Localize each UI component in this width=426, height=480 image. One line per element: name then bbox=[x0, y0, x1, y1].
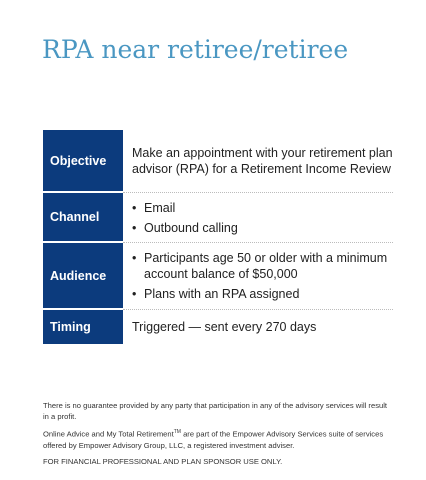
list-item bbox=[132, 200, 393, 216]
footnote-guarantee: There is no guarantee provided by any party that participation in any of the advisory services will result in a profit. bbox=[43, 401, 388, 421]
footnote-advice-end: are part of the Empower Advisory Services suite of services offered by Empower Advisory Group, LLC, a registered investment adviser. bbox=[43, 429, 384, 450]
table-row-objective bbox=[43, 130, 393, 193]
footnote-use-only: FOR FINANCIAL PROFESSIONAL AND PLAN SPONSOR USE ONLY. bbox=[43, 456, 283, 466]
table-row-channel bbox=[43, 193, 393, 243]
channel-item-outbound-calling: Outbound calling bbox=[144, 220, 238, 235]
list-item bbox=[132, 220, 393, 236]
objective-label: Objective bbox=[43, 130, 123, 193]
list-item bbox=[132, 286, 393, 302]
bullet-icon: • bbox=[132, 287, 137, 301]
footnotes bbox=[43, 400, 393, 472]
channel-content bbox=[123, 193, 393, 243]
objective-text: Make an appointment with your retirement plan advisor (RPA) for a Retirement Income Review bbox=[132, 146, 393, 176]
timing-text: Triggered — sent every 270 days bbox=[132, 320, 317, 334]
channel-list bbox=[132, 200, 393, 236]
audience-item-participants: Participants age 50 or older with a minimum account balance of $50,000 bbox=[144, 251, 388, 281]
footnote-advice bbox=[43, 427, 393, 451]
bullet-icon: • bbox=[132, 251, 137, 265]
objective-content bbox=[123, 130, 393, 193]
audience-content bbox=[123, 243, 393, 310]
footnote-advice-start: Online Advice and My Total Retirement bbox=[43, 429, 174, 439]
trademark-mark: TM bbox=[173, 429, 181, 435]
list-item bbox=[132, 250, 393, 282]
channel-label: Channel bbox=[43, 193, 123, 243]
page-title: RPA near retiree/retiree bbox=[42, 35, 349, 64]
bullet-icon: • bbox=[132, 200, 137, 215]
table-row-timing bbox=[43, 310, 393, 344]
audience-list bbox=[132, 250, 393, 302]
timing-content bbox=[123, 310, 393, 344]
audience-item-plans: Plans with an RPA assigned bbox=[144, 287, 300, 301]
info-table bbox=[43, 130, 393, 344]
audience-label: Audience bbox=[43, 243, 123, 310]
channel-item-email: Email bbox=[144, 200, 176, 215]
timing-label: Timing bbox=[43, 310, 123, 344]
bullet-icon: • bbox=[132, 220, 137, 235]
table-row-audience bbox=[43, 243, 393, 310]
